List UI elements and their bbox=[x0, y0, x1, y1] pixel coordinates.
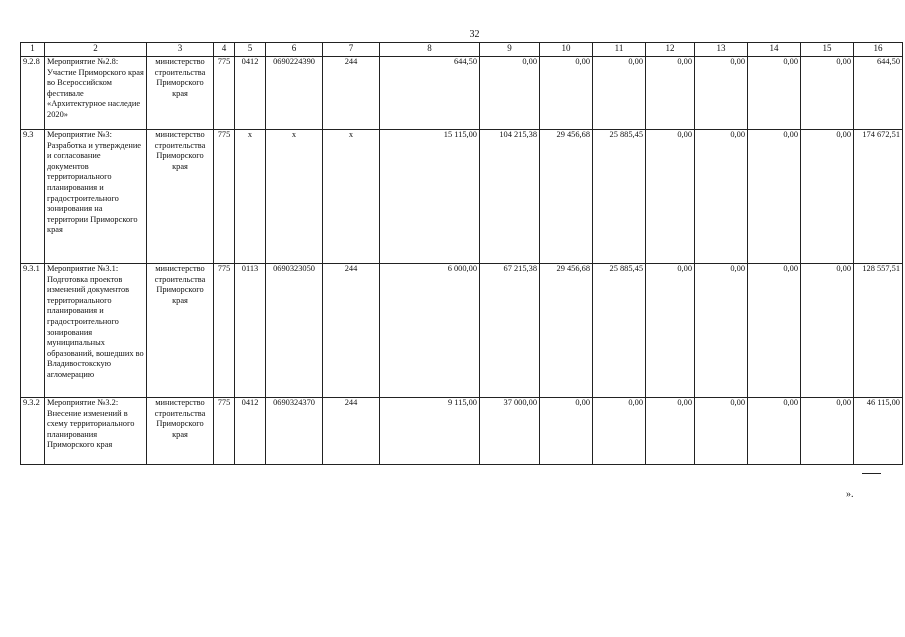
table-end-rule bbox=[862, 473, 881, 474]
row-code: 9.2.8 bbox=[21, 57, 45, 130]
amount-cell: 37 000,00 bbox=[480, 398, 540, 465]
expense-type-code: 244 bbox=[323, 398, 380, 465]
amount-cell: 29 456,68 bbox=[540, 264, 593, 398]
activity-name: Мероприятие №3: Разработка и утверждение и согласование документов территориального планирования и градостроительного зонирования на территории Приморского края bbox=[45, 130, 147, 264]
grbs-code: 775 bbox=[214, 130, 235, 264]
amount-cell: 0,00 bbox=[801, 398, 854, 465]
amount-cell: 0,00 bbox=[593, 398, 646, 465]
amount-cell: 0,00 bbox=[748, 130, 801, 264]
budget-table bbox=[20, 42, 903, 465]
section-code: 0412 bbox=[235, 398, 266, 465]
amount-cell: 0,00 bbox=[695, 264, 748, 398]
table-row bbox=[21, 398, 903, 465]
amount-cell: 0,00 bbox=[540, 398, 593, 465]
activity-name: Мероприятие №2.8: Участие Приморского края во Всероссийском фестивале «Архитектурное наследие 2020» bbox=[45, 57, 147, 130]
amount-cell: 0,00 bbox=[480, 57, 540, 130]
total-cell: 46 115,00 bbox=[854, 398, 903, 465]
closing-quote-mark: ». bbox=[846, 489, 854, 500]
column-header: 15 bbox=[801, 43, 854, 57]
target-article-code: 0690324370 bbox=[266, 398, 323, 465]
row-code: 9.3.1 bbox=[21, 264, 45, 398]
column-header: 9 bbox=[480, 43, 540, 57]
amount-cell: 0,00 bbox=[801, 57, 854, 130]
executor: министерство строительства Приморского края bbox=[147, 130, 214, 264]
header-row bbox=[21, 43, 903, 57]
grbs-code: 775 bbox=[214, 398, 235, 465]
amount-cell: 104 215,38 bbox=[480, 130, 540, 264]
amount-cell: 0,00 bbox=[695, 57, 748, 130]
executor: министерство строительства Приморского края bbox=[147, 398, 214, 465]
column-header: 6 bbox=[266, 43, 323, 57]
table-row bbox=[21, 57, 903, 130]
target-article-code: 0690323050 bbox=[266, 264, 323, 398]
table-row bbox=[21, 264, 903, 398]
row-code: 9.3.2 bbox=[21, 398, 45, 465]
total-cell: 128 557,51 bbox=[854, 264, 903, 398]
amount-cell: 644,50 bbox=[380, 57, 480, 130]
grbs-code: 775 bbox=[214, 264, 235, 398]
column-header: 4 bbox=[214, 43, 235, 57]
amount-cell: 6 000,00 bbox=[380, 264, 480, 398]
target-article-code: 0690224390 bbox=[266, 57, 323, 130]
expense-type-code: 244 bbox=[323, 57, 380, 130]
table-row bbox=[21, 130, 903, 264]
executor: министерство строительства Приморского края bbox=[147, 264, 214, 398]
column-header: 11 bbox=[593, 43, 646, 57]
amount-cell: 67 215,38 bbox=[480, 264, 540, 398]
column-header: 3 bbox=[147, 43, 214, 57]
amount-cell: 0,00 bbox=[801, 264, 854, 398]
column-header: 13 bbox=[695, 43, 748, 57]
column-header: 8 bbox=[380, 43, 480, 57]
column-header: 7 bbox=[323, 43, 380, 57]
column-header: 5 bbox=[235, 43, 266, 57]
amount-cell: 0,00 bbox=[748, 264, 801, 398]
target-article-code: х bbox=[266, 130, 323, 264]
amount-cell: 15 115,00 bbox=[380, 130, 480, 264]
amount-cell: 0,00 bbox=[695, 130, 748, 264]
amount-cell: 29 456,68 bbox=[540, 130, 593, 264]
amount-cell: 25 885,45 bbox=[593, 264, 646, 398]
amount-cell: 0,00 bbox=[540, 57, 593, 130]
amount-cell: 0,00 bbox=[801, 130, 854, 264]
activity-name: Мероприятие №3.2: Внесение изменений в схему территориального планирования Приморского края bbox=[45, 398, 147, 465]
column-header: 1 bbox=[21, 43, 45, 57]
activity-name: Мероприятие №3.1: Подготовка проектов изменений документов территориального планирования и градостроительного зонирования муниципальных образований, вошедших во Владивостокскую агломерацию bbox=[45, 264, 147, 398]
expense-type-code: х bbox=[323, 130, 380, 264]
amount-cell: 0,00 bbox=[748, 398, 801, 465]
column-header: 2 bbox=[45, 43, 147, 57]
executor: министерство строительства Приморского края bbox=[147, 57, 214, 130]
expense-type-code: 244 bbox=[323, 264, 380, 398]
amount-cell: 0,00 bbox=[695, 398, 748, 465]
page-number: 32 bbox=[469, 29, 480, 40]
grbs-code: 775 bbox=[214, 57, 235, 130]
amount-cell: 0,00 bbox=[593, 57, 646, 130]
amount-cell: 25 885,45 bbox=[593, 130, 646, 264]
column-header: 10 bbox=[540, 43, 593, 57]
row-code: 9.3 bbox=[21, 130, 45, 264]
section-code: х bbox=[235, 130, 266, 264]
column-header: 14 bbox=[748, 43, 801, 57]
total-cell: 644,50 bbox=[854, 57, 903, 130]
column-header: 16 bbox=[854, 43, 903, 57]
column-header: 12 bbox=[646, 43, 695, 57]
amount-cell: 0,00 bbox=[646, 130, 695, 264]
section-code: 0412 bbox=[235, 57, 266, 130]
amount-cell: 0,00 bbox=[748, 57, 801, 130]
amount-cell: 0,00 bbox=[646, 264, 695, 398]
amount-cell: 0,00 bbox=[646, 398, 695, 465]
amount-cell: 0,00 bbox=[646, 57, 695, 130]
amount-cell: 9 115,00 bbox=[380, 398, 480, 465]
section-code: 0113 bbox=[235, 264, 266, 398]
total-cell: 174 672,51 bbox=[854, 130, 903, 264]
